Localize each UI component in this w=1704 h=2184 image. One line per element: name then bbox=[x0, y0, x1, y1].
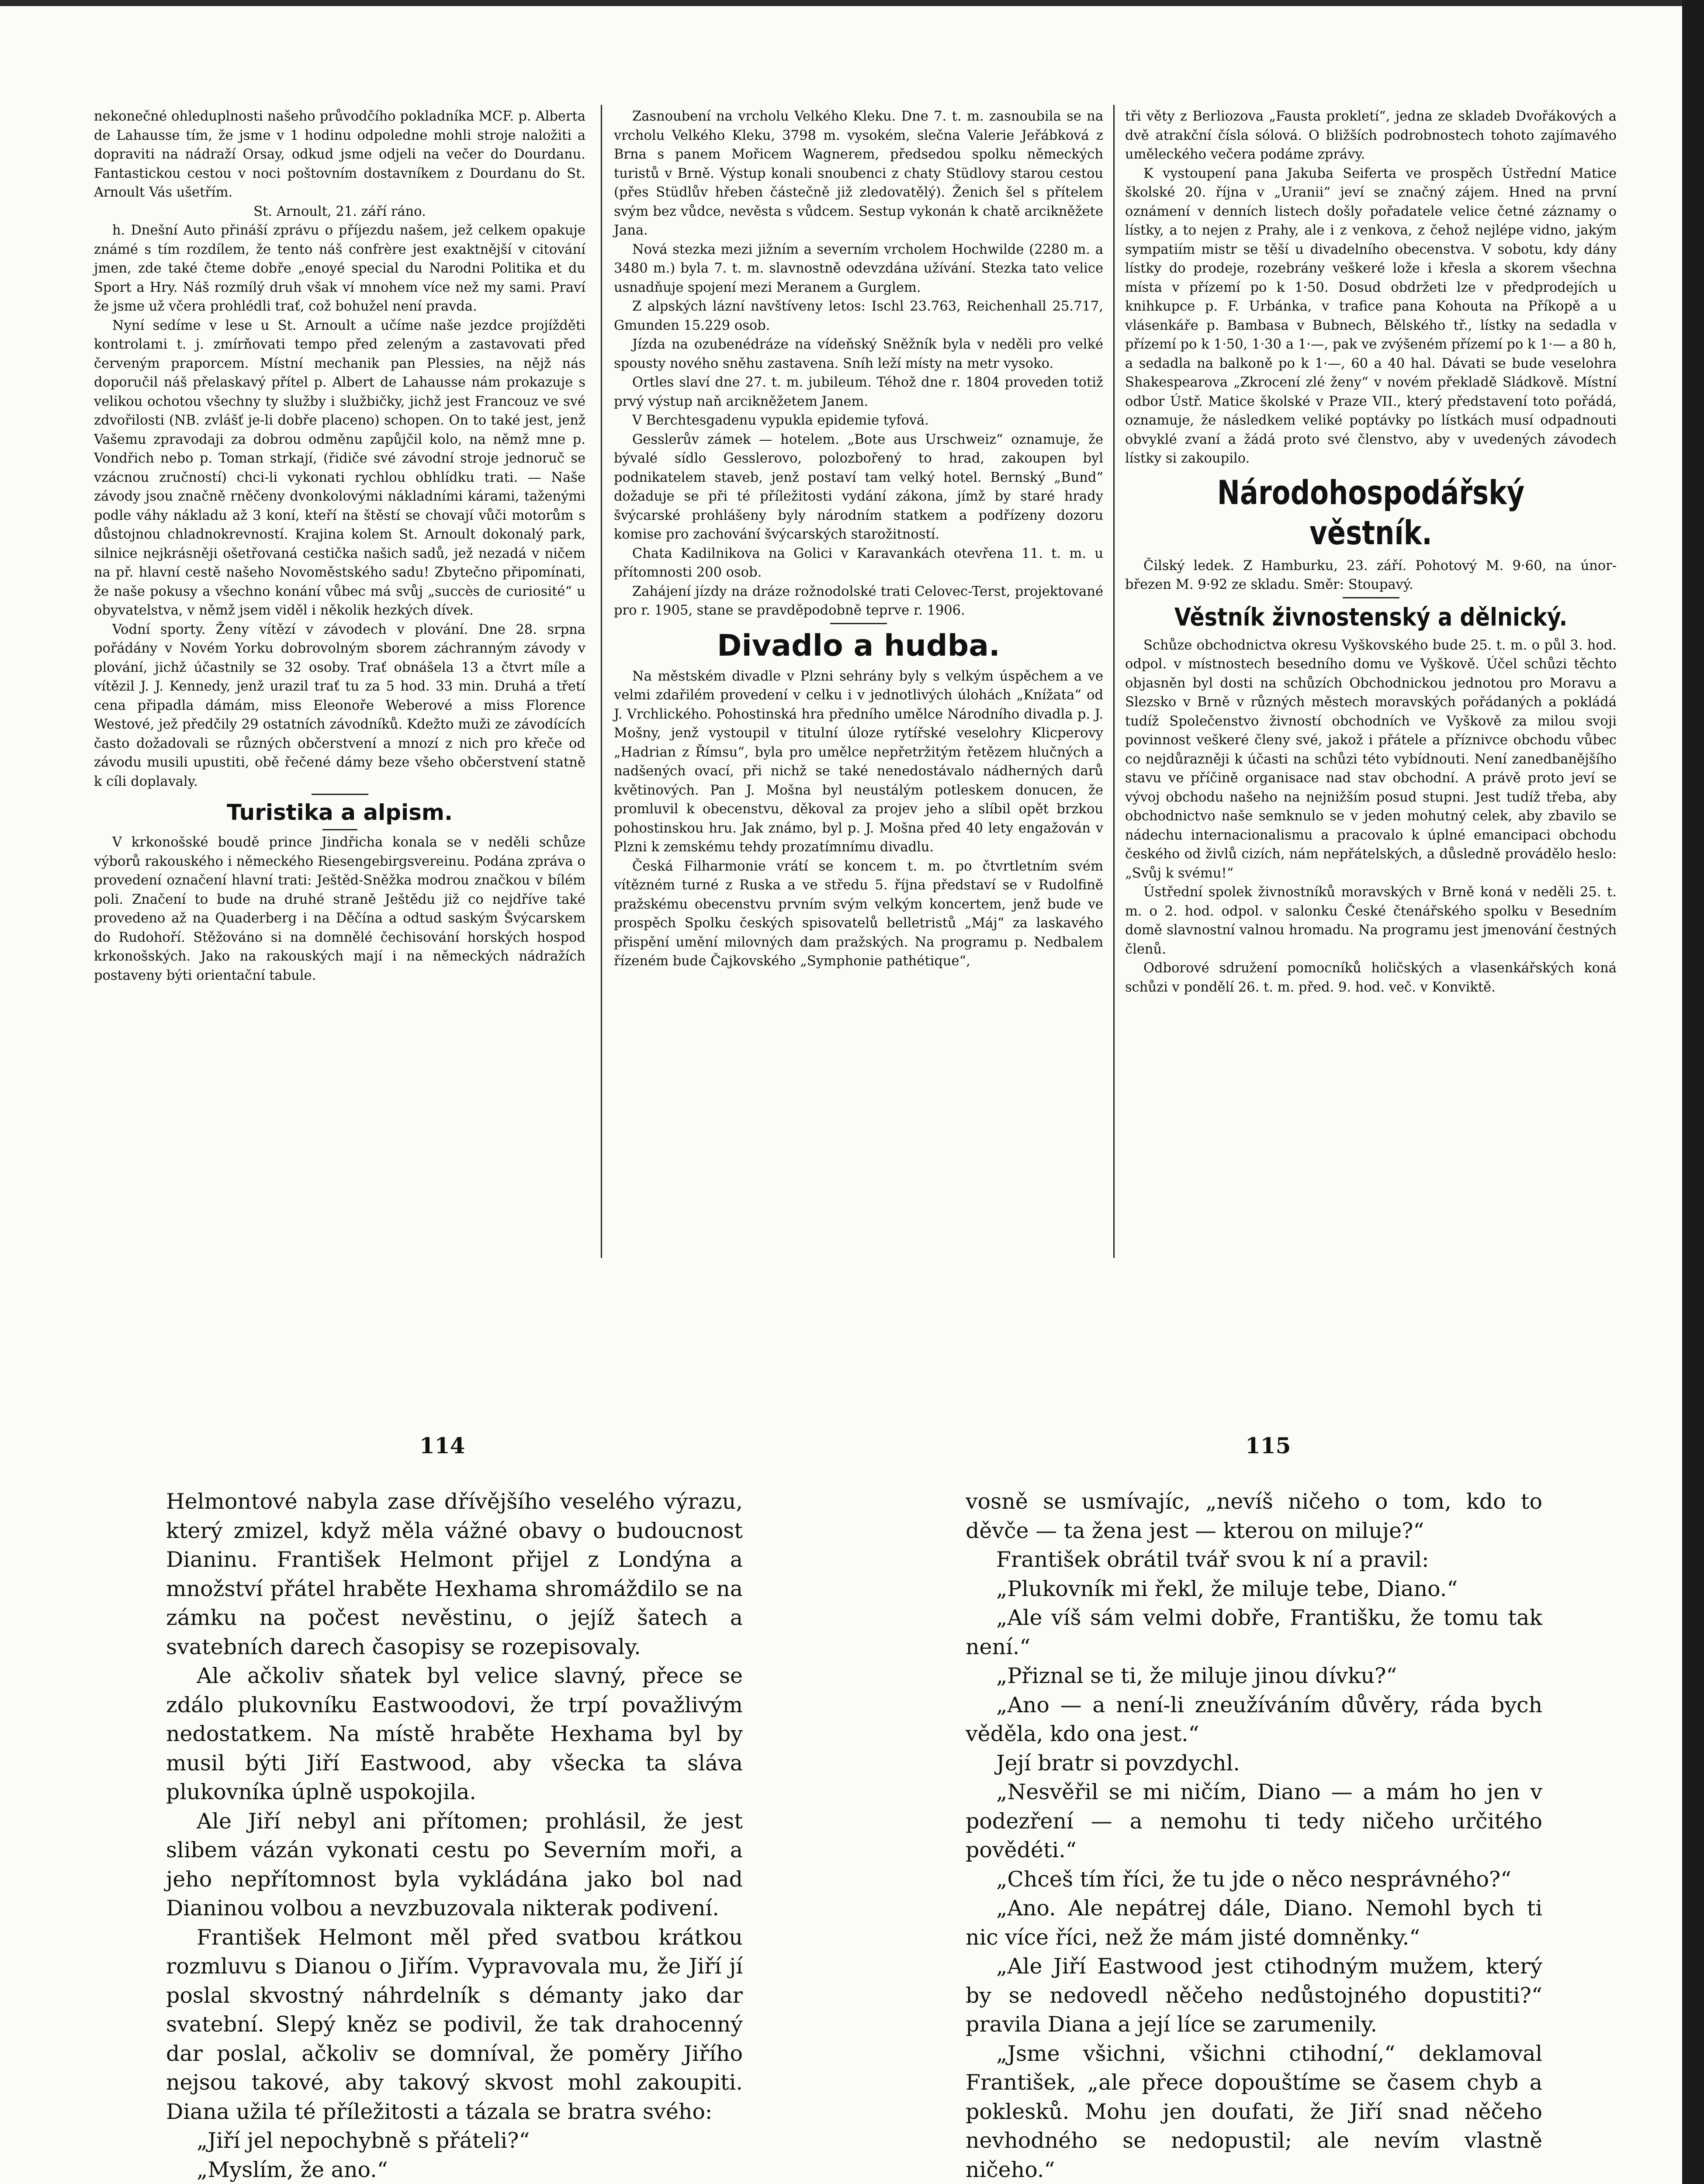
news-paragraph: h. Dnešní Auto přináší zprávu o příjezdu našem, jež celkem opakuje známé s tím rozdílem, že tento náš confrère jest exaktnější v citování jmen, zde také čteme dobře „enoyé special du Narodni Politika et du Sport a Hry. Náš rozmílý druh však ví mnohem více než my sami. Praví že jsme už včera prohlédli trať, což bohužel není pravda. bbox=[94, 223, 585, 314]
book-paragraph: „Nesvěřil se mi ničím, Diano — a mám ho jen v podezření — a nemohu ti tedy ničeho určitého povědéti.“ bbox=[966, 1780, 1542, 1863]
section-heading-divadlo: Divadlo a hudba. bbox=[717, 628, 1000, 663]
section-heading-turistika: Turistika a alpism. bbox=[226, 800, 453, 825]
book-paragraph: „Myslím, že ano.“ bbox=[197, 2157, 388, 2182]
news-paragraph: Odborové sdružení pomocníků holičských a vlasenkářských koná schůzi v pondělí 26. t. m. před. 9. hod. več. v Konviktě. bbox=[1125, 961, 1617, 995]
book-paragraph: „Ano — a není-li zneužíváním důvěry, ráda bych věděla, kdo ona jest.“ bbox=[966, 1692, 1542, 1746]
news-paragraph: Čilský ledek. Z Hamburku, 23. září. Pohotový M. 9·60, na únor-březen M. 9·92 ze skladu. Směr: Stoupavý. bbox=[1125, 558, 1617, 592]
news-paragraph: Na městském divadle v Plzni sehrány byly s velkým úspěchem a ve velmi zdařilém provedení v celku i v jednotlivých úlohách „Knížata“ od J. Vrchlického. Pohostinská hra předního umělce Národního divadla p. J. Mošny, jenž vystoupil v titulní úloze rytířské veselohry Klicperovy „Hadrian z Římsu“, byla pro umělce nepřetržitým řetězem hlučných a nadšených ovací, při nichž se také nenedostávalo nádherných darů květinových. Pan J. Mošna byl neustálým potleskem donucen, že promluvil k obecenstvu, děkoval za projev jeho a slíbil opět brzkou pohostinskou hru. Jak známo, byl p. J. Mošna před 40 lety engažován v Plzni k zemskému tehdy prozatímnímu divadlu. bbox=[614, 668, 1103, 855]
news-paragraph: Nová stezka mezi jižním a severním vrcholem Hochwilde (2280 m. a 3480 m.) byla 7. t. m. slavnostně odevzdána užívání. Stezka tato velice usnadňuje spojení mezi Meranem a Gurglem. bbox=[614, 242, 1103, 295]
section-rule bbox=[830, 623, 887, 624]
section-rule bbox=[322, 829, 357, 830]
news-paragraph: Gesslerův zámek — hotelem. „Bote aus Urschweiz“ oznamuje, že bývalé sídlo Gesslerovo, polozbořený to hrad, zakoupen byl podnikatelem staveb, jenž postaví tam velký hotel. Bernský „Bund“ dožaduje se při té příležitosti vydání zákona, jímž by staré hrady švýcarské prohlášeny byly národním statkem a podřízeny dozoru komise pro zachování švýcarských starožitností. bbox=[614, 432, 1103, 542]
news-paragraph: Schůze obchodnictva okresu Vyškovského bude 25. t. m. o půl 3. hod. odpol. v místnostech besedního domu ve Vyškově. Účel schůzi těchto objasněn byl dosti na schůzích Obchodnickou jednotou pro Moravu a Slezsko v Brně v různých městech moravských pořádaných a pokládá tudíž Společenstvo živností obchodních ve Vyškově za milou svoji povinnost veškeré členy své, jakož i přátele a příznivce obchodu vůbec co nejdůrazněji k účasti na schůzi této vybídnouti. Není zanedbanějšího stavu ve příčině organisace nad stav obchodní. A právě proto jeví se vývoj obchodu našeho na nejnižším posud stupni. Jest tudíž třeba, aby obchodnictvo naše semknulo se v jeden mohutný celek, aby zbavilo se nádechu internacionalismu a pracovalo k úplné emancipaci obchodu českého od živlů cizích, nám nepřátelských, a důsledně provádělo heslo: „Svůj k svému!“ bbox=[1125, 637, 1617, 881]
dateline: St. Arnoult, 21. září ráno. bbox=[253, 204, 426, 219]
section-rule bbox=[312, 794, 368, 795]
column-divider bbox=[1113, 105, 1115, 1258]
book-paragraph: „Jiří jel nepochybně s přáteli?“ bbox=[197, 2128, 530, 2153]
book-paragraph: Ale Jiří nebyl ani přítomen; prohlásil, že jest slibem vázán vykonati cestu po Severním moři, a jeho nepřítomnost byla vykládána jako bol nad Dianinou volbou a nevzbuzovala nikterak podivení. bbox=[166, 1808, 743, 1921]
book-paragraph: „Chceš tím říci, že tu jde o něco nesprávného?“ bbox=[996, 1866, 1512, 1892]
book-page-right bbox=[966, 1487, 1542, 2184]
news-paragraph: nekonečné ohleduplnosti našeho průvodčího pokladníka MCF. p. Alberta de Lahausse tím, že jsme v 1 hodinu odpoledne mohli stroje naložiti a dopraviti na nádraží Orsay, odkud jsme odjeli na večer do Dourdanu. Fantastickou cestou v noci poštovním dostavníkem z Dourdanu do St. Arnoult Vás ušetřím. bbox=[94, 109, 585, 200]
news-paragraph: Česká Filharmonie vrátí se koncem t. m. po čtvrtletním svém vítězném turné z Ruska a ve středu 5. října představí se v Rudolfině pražskému obecenstvu prvním svým velkým koncertem, jenž bude ve prospěch Spolku českých spisovatelů belletristů „Máj“ za laskavého přispění umění milovných dam pražských. Na programu p. Nedbalem řízeném bude Čajkovského „Symphonie pathétique“, bbox=[614, 858, 1103, 969]
news-paragraph: Jízda na ozubenédráze na vídeňský Sněžník byla v neděli pro velké spousty nového sněhu zastavena. Sníh leží místy na metr vysoko. bbox=[614, 337, 1103, 371]
news-paragraph: Z alpských lázní navštíveny letos: Ischl 23.763, Reichenhall 25.717, Gmunden 15.229 osob. bbox=[614, 299, 1103, 333]
news-paragraph: Ústřední spolek živnostníků moravských v Brně koná v neděli 25. t. m. o 2. hod. odpol. v salonku České čtenářského spolku v Besedním domě slavnostní valnou hromadu. Na programu jest jmenování čestných členů. bbox=[1125, 885, 1617, 957]
book-paragraph: Její bratr si povzdychl. bbox=[996, 1750, 1240, 1776]
scan-top-edge bbox=[0, 0, 1704, 6]
news-paragraph: tři věty z Berliozova „Fausta prokletí“, jedna ze skladeb Dvořákových a dvě atrakční čísla sólová. O bližších podrobnostech tohoto zajímavého uměleckého večera podáme zprávy. bbox=[1125, 109, 1617, 162]
book-paragraph: „Přiznal se ti, že miluje jinou dívku?“ bbox=[996, 1663, 1397, 1688]
book-paragraph: „Plukovník mi řekl, že miluje tebe, Diano.“ bbox=[996, 1576, 1458, 1601]
book-paragraph: František obrátil tvář svou k ní a pravil: bbox=[996, 1547, 1429, 1572]
book-paragraph: Ale ačkoliv sňatek byl velice slavný, přece se zdálo plukovníku Eastwoodovi, že trpí považlivým nedostatkem. Na místě hraběte Hexhama byl by musil býti Jiří Eastwood, aby všecka ta sláva plukovníka úplně uspokojila. bbox=[166, 1663, 743, 1804]
section-heading-zivnostensky: Věstník živnostenský a dělnický. bbox=[1174, 603, 1568, 632]
scan-right-edge bbox=[1682, 0, 1704, 2184]
book-page-left bbox=[166, 1487, 743, 2184]
book-paragraph: František Helmont měl před svatbou krátkou rozmluvu s Dianou o Jiřím. Vypravovala mu, že Jiří jí poslal skvostný náhrdelník s démanty jako dar svatební. Slepý kněz se podivil, že tak drahocenný dar poslal, ačkoliv se domníval, že poměry Jiřího nejsou takové, aby takový skvost mohl zakoupiti. Diana užila té příležitosti a tázala se bratra svého: bbox=[166, 1925, 743, 2124]
news-column-3 bbox=[1125, 107, 1617, 997]
news-paragraph: V krkonošské boudě prince Jindřicha konala se v neděli schůze výborů rakouského i německého Riesengebirgsvereinu. Podána zpráva o provedení označení hlavní trati: Ještěd-Sněžka modrou značkou v bílém poli. Značení to bude na druhé straně Ještědu již co nejdříve také provedeno až na Quaderberg i na Děčína a odtud saským Švýcarskem do Rudohoří. Stěžováno si na domnělé čechisování horských hospod krkonošských. Jako na rakouských mají i na německých nádražích postaveny býti orientační tabule. bbox=[94, 835, 585, 983]
news-paragraph: Zahájení jízdy na dráze rožnodolské trati Celovec-Terst, projektované pro r. 1905, stane se pravděpodobně teprve r. 1906. bbox=[614, 584, 1103, 618]
book-paragraph: „Ale víš sám velmi dobře, Františku, že tomu tak není.“ bbox=[966, 1605, 1542, 1659]
book-paragraph: vosně se usmívajíc, „nevíš ničeho o tom, kdo to děvče — ta žena jest — kterou on miluje?“ bbox=[966, 1489, 1542, 1543]
news-paragraph: Nyní sedíme v lese u St. Arnoult a učíme naše jezdce projížděti kontrolami t. j. zmírňovati tempo před zeleným a zastavovati před červeným praporcem. Místní mechanik pan Plessies, na nějž nás doporučil náš přelaskavý přítel p. Albert de Lahausse nám prokazuje s velikou ochotou všechny ty služby i službičky, jichž jest Francouz ve své zdvořilosti (NB. zvlášť je-li dobře placeno) schopen. On to také jest, jenž Vašemu zpravodaji za dobrou odměnu zapůjčil kolo, na němž mne p. Vondřich nebo p. Toman strkají, (řidiče své závodní stroje jednoruč se vzácnou zručností) chci-li vykonati rychlou obhlídku trati. — Naše závody jsou značně rněčeny dvonkolovými nákladními kárami, taženými podle váhy nákladu až 3 koní, kteří na štěstí se chovají vůči motorům s důstojnou chladnokrevností. Krajina kolem St. Arnoult dokonalý park, silnice nejkrásněji ošetřovaná cestička našich sadů, jež nezadá v ničem na př. hlavní cestě našeho Novoměstského sadu! Zbytečno připomínati, že naše pokusy a všechno konání vůbec má svůj „succès de curiosité“ u obyvatelstva, v němž jsem viděl i několik hezkých dívek. bbox=[94, 318, 585, 618]
news-paragraph: Chata Kadilnikova na Golici v Karavankách otevřena 11. t. m. u přítomnosti 200 osob. bbox=[614, 546, 1103, 580]
news-paragraph: Ortles slaví dne 27. t. m. jubileum. Téhož dne r. 1804 proveden totiž prvý výstup naň arcikněžetem Janem. bbox=[614, 375, 1103, 409]
section-rule bbox=[1343, 597, 1399, 598]
news-column-1 bbox=[94, 107, 585, 985]
news-paragraph: V Berchtesgadenu vypukla epidemie tyfová. bbox=[632, 413, 929, 428]
book-paragraph: „Ano. Ale nepátrej dále, Diano. Nemohl bych ti nic více říci, než že mám jisté domněnky.“ bbox=[966, 1896, 1542, 1950]
news-paragraph: Zasnoubení na vrcholu Velkého Kleku. Dne 7. t. m. zasnoubila se na vrcholu Velkého Kleku, 3798 m. vysokém, slečna Valerie Jeřábková z Brna s panem Mořicem Wagnerem, předsedou spolku německých turistů v Brně. Výstup konali snoubenci z chaty Stüdlovy starou cestou (přes Stüdlův hřeben částečně již zledovatělý). Ženich šel s přítelem svým bez vůdce, nevěsta s vůdcem. Sestup vykonán k chatě arcikněžete Jana. bbox=[614, 109, 1103, 238]
book-paragraph: „Jsme všichni, všichni ctihodní,“ deklamoval František, „ale přece dopouštíme se časem chyb a poklesků. Mohu jen doufati, že Jiří snad něčeho nevhodného se nedopustil; ale nevím vlastně ničeho.“ bbox=[966, 2041, 1542, 2182]
book-paragraph: „Ale Jiří Eastwood jest ctihodným mužem, který by se nedovedl něčeho nedůstojného dopustiti?“ pravila Diana a její líce se zarumenily. bbox=[966, 1954, 1542, 2037]
news-column-2 bbox=[614, 107, 1103, 971]
page-number-left: 114 bbox=[419, 1433, 465, 1458]
column-divider bbox=[601, 105, 602, 1258]
news-paragraph: Vodní sporty. Ženy vítězí v závodech v plování. Dne 28. srpna pořádány v Novém Yorku dobrovolným sborem záchranným závody v plování, jichž účastnily se 32 osoby. Trať obnášela 13 a čtvrt míle a vítězil J. J. Kennedy, jenž urazil trať tu za 5 hod. 33 min. Druhá a třetí cena připadla dámám, miss Eleonoře Weberové a miss Florence Westové, jež předčily 29 ostatních závodníků. Kdežto muži ze závodících často dožadovali se různých občerstvení a mnozí z nich pro křeče od závodu musili upustiti, obě řečené dámy beze všeho občerstvení statně k cíli doplavaly. bbox=[94, 622, 585, 789]
section-heading-narodohospodarsky: Národohospodářský věstník. bbox=[1217, 473, 1525, 552]
news-paragraph: K vystoupení pana Jakuba Seiferta ve prospěch Ústřední Matice školské 20. října v „Uranii“ jeví se značný zájem. Hned na první oznámení v denních listech došly pořadatele velice četné záznamy o lístky, a to nejen z Prahy, ale i z venkova, z čehož nejlépe vidno, jakým sympatiím mistr se těší u divadelního obecenstva. V sobotu, kdy dány lístky do prodeje, rozebrány veškeré lože i křesla a skorem všechna místa v přízemí po k 1·50. Dosud obdržeti lze v předprodejích u knihkupce p. F. Urbánka, v trafice pana Kohouta na Příkopě a u vlásenkáře p. Bambasa v Bubnech, Bělského tř., lístky na sedadla v přízemí po k 1·50, 1·30 a 1·—, pak ve zvýšeném přízemí po k 1·— a 80 h, a sedadla na balkoně po k 1·—, 60 a 40 hal. Dávati se bude veselohra Shakespearova „Zkrocení zlé ženy“ v novém překladě Sládkově. Místní odbor Ústř. Matice školské v Praze VII., který představení toto pořádá, oznamuje, že následkem veliké poptávky po lístkách musí odpadnouti obvyklé zvaní a žádá proto své členstvo, aby v uvedených závodech lístky si zakoupilo. bbox=[1125, 166, 1617, 466]
page-number-right: 115 bbox=[1245, 1433, 1291, 1458]
book-paragraph: Helmontové nabyla zase dřívějšího veselého výrazu, který zmizel, když měla vážné obavy o budoucnost Dianinu. František Helmont přijel z Londýna a množství přátel hraběte Hexhama shromáždilo se na zámku na počest nevěstinu, o jejíž šatech a svatebních darech časopisy se rozepisovaly. bbox=[166, 1489, 743, 1659]
